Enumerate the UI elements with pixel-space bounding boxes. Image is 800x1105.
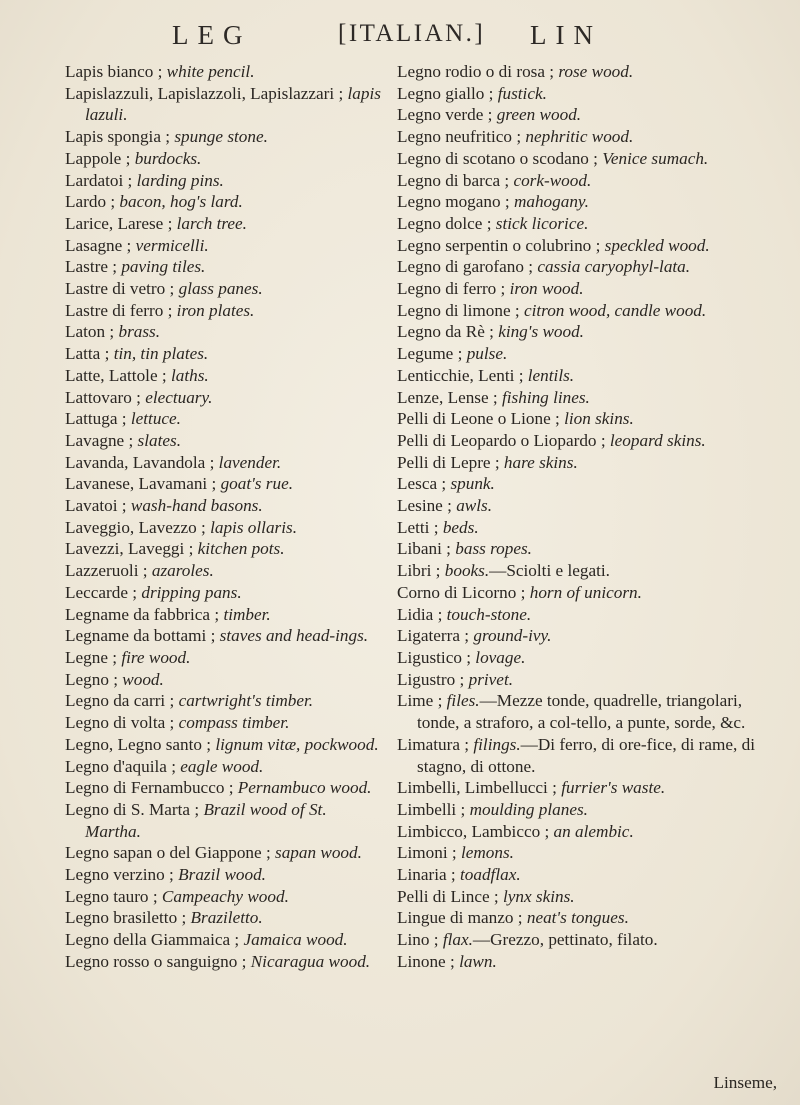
dictionary-entry bbox=[65, 560, 385, 582]
dictionary-entry bbox=[397, 929, 777, 951]
english-translation: iron wood. bbox=[509, 279, 584, 299]
italian-term: Laton ; bbox=[65, 322, 115, 342]
english-translation: lawn. bbox=[459, 951, 497, 971]
dictionary-entry bbox=[397, 625, 777, 647]
italian-term: Lime ; bbox=[397, 691, 443, 711]
dictionary-entry bbox=[65, 777, 385, 799]
english-translation: lemons. bbox=[460, 843, 514, 863]
italian-term: Legno di garofano ; bbox=[397, 257, 534, 277]
english-translation: larding pins. bbox=[136, 170, 224, 190]
italian-term: Legno sapan o del Giappone ; bbox=[65, 843, 271, 863]
dictionary-entry bbox=[397, 582, 777, 604]
dictionary-entry bbox=[397, 170, 777, 192]
english-translation: goat's rue. bbox=[220, 474, 294, 494]
english-translation: electuary. bbox=[145, 387, 213, 407]
entry-variants: —Mezze tonde, quadrelle, triangolari, tonde, a straforo, a col-tello, a punte, sorde, &c. bbox=[417, 691, 746, 733]
english-translation: wood. bbox=[122, 669, 164, 689]
italian-term: Libri ; bbox=[397, 561, 441, 581]
english-translation: Venice sumach. bbox=[602, 148, 709, 168]
english-translation: Jamaica wood. bbox=[243, 930, 348, 950]
dictionary-entry bbox=[65, 517, 385, 539]
english-translation: lignum vitæ, pockwood. bbox=[215, 734, 379, 754]
dictionary-entry bbox=[397, 560, 777, 582]
italian-term: Legno neufritico ; bbox=[397, 127, 522, 147]
italian-term: Legno mogano ; bbox=[397, 192, 510, 212]
english-translation: glass panes. bbox=[178, 279, 263, 299]
dictionary-entry bbox=[397, 104, 777, 126]
dictionary-entry bbox=[65, 864, 385, 886]
dictionary-entry bbox=[65, 625, 385, 647]
dictionary-entry bbox=[65, 83, 385, 126]
english-translation: fire wood. bbox=[121, 647, 191, 667]
english-translation: vermicelli. bbox=[135, 235, 209, 255]
italian-term: Legno di limone ; bbox=[397, 300, 520, 320]
english-translation: horn of unicorn. bbox=[529, 582, 642, 602]
english-translation: touch-stone. bbox=[446, 604, 532, 624]
english-translation: staves and head-ings. bbox=[219, 626, 369, 646]
italian-term: Legno da carri ; bbox=[65, 691, 175, 711]
italian-term: Legno brasiletto ; bbox=[65, 908, 187, 928]
italian-term: Legno ; bbox=[65, 669, 118, 689]
english-translation: bacon, hog's lard. bbox=[119, 192, 243, 212]
italian-term: Legne ; bbox=[65, 647, 118, 667]
italian-term: Lenze, Lense ; bbox=[397, 387, 498, 407]
english-translation: cartwright's timber. bbox=[178, 691, 314, 711]
dictionary-entry bbox=[65, 886, 385, 908]
dictionary-entry bbox=[397, 191, 777, 213]
dictionary-entry bbox=[397, 408, 777, 430]
dictionary-entry bbox=[65, 256, 385, 278]
english-translation: timber. bbox=[223, 604, 271, 624]
english-translation: nephritic wood. bbox=[525, 127, 634, 147]
english-translation: sapan wood. bbox=[275, 843, 362, 863]
english-translation: azaroles. bbox=[151, 561, 214, 581]
dictionary-entry bbox=[65, 126, 385, 148]
italian-term: Legno dolce ; bbox=[397, 213, 492, 233]
dictionary-entry bbox=[65, 365, 385, 387]
entry-variants: —Di ferro, di ore-fice, di rame, di stagno, di ottone. bbox=[417, 734, 755, 776]
dictionary-entry bbox=[65, 430, 385, 452]
english-translation: laths. bbox=[170, 365, 209, 385]
dictionary-entry bbox=[397, 538, 777, 560]
english-translation: an alembic. bbox=[553, 821, 634, 841]
dictionary-entry bbox=[397, 886, 777, 908]
italian-term: Legno della Giammaica ; bbox=[65, 930, 240, 950]
italian-term: Legno rosso o sanguigno ; bbox=[65, 951, 247, 971]
dictionary-entry bbox=[65, 734, 385, 756]
dictionary-entry bbox=[397, 126, 777, 148]
italian-term: Lenticchie, Lenti ; bbox=[397, 365, 524, 385]
running-header bbox=[0, 20, 800, 60]
dictionary-entry bbox=[397, 473, 777, 495]
italian-term: Lazzeruoli ; bbox=[65, 561, 148, 581]
english-translation: brass. bbox=[118, 322, 161, 342]
italian-term: Ligustico ; bbox=[397, 647, 471, 667]
english-translation: white pencil. bbox=[166, 62, 255, 81]
italian-term: Laveggio, Lavezzo ; bbox=[65, 517, 206, 537]
english-translation: Braziletto. bbox=[190, 908, 263, 928]
italian-term: Lappole ; bbox=[65, 148, 131, 168]
italian-term: Lavanese, Lavamani ; bbox=[65, 474, 217, 494]
italian-term: Ligaterra ; bbox=[397, 626, 470, 646]
dictionary-entry bbox=[65, 712, 385, 734]
catchword: Linseme, bbox=[713, 1073, 777, 1092]
english-translation: king's wood. bbox=[498, 322, 584, 342]
english-translation: citron wood, candle wood. bbox=[523, 300, 707, 320]
italian-term: Legno da Rè ; bbox=[397, 322, 494, 342]
header-left-guideword: LEG bbox=[172, 20, 252, 50]
dictionary-entry bbox=[397, 799, 777, 821]
dictionary-entry bbox=[65, 907, 385, 929]
italian-term: Legno tauro ; bbox=[65, 886, 158, 906]
italian-term: Lapis bianco ; bbox=[65, 62, 163, 81]
italian-term: Lavezzi, Laveggi ; bbox=[65, 539, 194, 559]
italian-term: Libani ; bbox=[397, 539, 451, 559]
english-translation: cork-wood. bbox=[513, 170, 592, 190]
dictionary-entry bbox=[65, 473, 385, 495]
italian-term: Lastre di ferro ; bbox=[65, 300, 173, 320]
dictionary-entry bbox=[65, 538, 385, 560]
english-translation: Brazil wood. bbox=[178, 865, 266, 885]
italian-term: Limbelli, Limbellucci ; bbox=[397, 778, 557, 798]
dictionary-entry bbox=[65, 690, 385, 712]
italian-term: Legno verde ; bbox=[397, 105, 493, 125]
italian-term: Pelli di Lepre ; bbox=[397, 452, 500, 472]
header-right-guideword: LIN bbox=[530, 20, 602, 50]
dictionary-entry bbox=[65, 669, 385, 691]
italian-term: Legno di S. Marta ; bbox=[65, 799, 200, 819]
english-translation: Nicaragua wood. bbox=[250, 951, 371, 971]
dictionary-entry bbox=[397, 321, 777, 343]
dictionary-entry bbox=[65, 170, 385, 192]
english-translation: fishing lines. bbox=[501, 387, 590, 407]
italian-term: Limatura ; bbox=[397, 734, 470, 754]
english-translation: furrier's waste. bbox=[561, 778, 666, 798]
dictionary-entry bbox=[397, 604, 777, 626]
dictionary-entry bbox=[397, 452, 777, 474]
english-translation: kitchen pots. bbox=[197, 539, 285, 559]
dictionary-entry bbox=[397, 951, 777, 973]
italian-term: Lasagne ; bbox=[65, 235, 132, 255]
english-translation: lentils. bbox=[527, 365, 575, 385]
dictionary-entry bbox=[65, 300, 385, 322]
italian-term: Lavagne ; bbox=[65, 430, 134, 450]
english-translation: iron plates. bbox=[176, 300, 255, 320]
english-translation: lapis lazuli. bbox=[85, 83, 381, 125]
dictionary-entry bbox=[65, 756, 385, 778]
dictionary-entry bbox=[65, 929, 385, 951]
dictionary-entry bbox=[397, 842, 777, 864]
english-translation: eagle wood. bbox=[180, 756, 264, 776]
italian-term: Legno di ferro ; bbox=[397, 279, 506, 299]
dictionary-entry bbox=[397, 343, 777, 365]
italian-term: Larice, Larese ; bbox=[65, 213, 173, 233]
english-translation: stick licorice. bbox=[495, 213, 589, 233]
english-translation: files. bbox=[446, 691, 480, 711]
italian-term: Legno serpentin o colubrino ; bbox=[397, 235, 601, 255]
dictionary-entry bbox=[65, 452, 385, 474]
english-translation: paving tiles. bbox=[121, 257, 206, 277]
dictionary-entry bbox=[65, 408, 385, 430]
dictionary-entry bbox=[65, 61, 385, 83]
english-translation: lettuce. bbox=[130, 409, 181, 429]
italian-term: Lattuga ; bbox=[65, 409, 127, 429]
italian-term: Lardo ; bbox=[65, 192, 116, 212]
english-translation: burdocks. bbox=[134, 148, 202, 168]
english-translation: books. bbox=[444, 561, 490, 581]
dictionary-entry bbox=[65, 235, 385, 257]
dictionary-entry bbox=[397, 365, 777, 387]
english-translation: mahogany. bbox=[513, 192, 589, 212]
dictionary-entry bbox=[65, 495, 385, 517]
dictionary-entry bbox=[65, 951, 385, 973]
dictionary-entry bbox=[65, 148, 385, 170]
italian-term: Legno di scotano o scodano ; bbox=[397, 148, 598, 168]
dictionary-entry bbox=[65, 604, 385, 626]
english-translation: tin, tin plates. bbox=[113, 344, 209, 364]
italian-term: Latte, Lattole ; bbox=[65, 365, 167, 385]
english-translation: lavender. bbox=[218, 452, 282, 472]
english-translation: green wood. bbox=[496, 105, 582, 125]
italian-term: Lesca ; bbox=[397, 474, 447, 494]
english-translation: dripping pans. bbox=[141, 582, 242, 602]
dictionary-entry bbox=[397, 907, 777, 929]
dictionary-entry bbox=[65, 842, 385, 864]
english-translation: bass ropes. bbox=[455, 539, 532, 559]
entry-variants: —Sciolti e legati. bbox=[489, 561, 610, 581]
italian-term: Lavatoi ; bbox=[65, 496, 127, 516]
italian-term: Legname da fabbrica ; bbox=[65, 604, 220, 624]
dictionary-entry bbox=[65, 799, 385, 842]
english-translation: Pernambuco wood. bbox=[237, 778, 372, 798]
dictionary-entry bbox=[397, 517, 777, 539]
italian-term: Pelli di Lince ; bbox=[397, 886, 499, 906]
dictionary-entry bbox=[65, 278, 385, 300]
dictionary-entry bbox=[65, 582, 385, 604]
english-translation: neat's tongues. bbox=[526, 908, 629, 928]
entry-variants: —Grezzo, pettinato, filato. bbox=[472, 930, 658, 950]
italian-term: Lapis spongia ; bbox=[65, 127, 171, 147]
english-translation: flax. bbox=[442, 930, 473, 950]
italian-term: Letti ; bbox=[397, 517, 439, 537]
header-section-title: [ITALIAN.] bbox=[338, 20, 486, 47]
english-translation: Campeachy wood. bbox=[161, 886, 289, 906]
dictionary-entry bbox=[397, 83, 777, 105]
dictionary-entry bbox=[397, 777, 777, 799]
italian-term: Lino ; bbox=[397, 930, 439, 950]
english-translation: awls. bbox=[456, 496, 493, 516]
italian-term: Ligustro ; bbox=[397, 669, 465, 689]
italian-term: Pelli di Leopardo o Liopardo ; bbox=[397, 430, 606, 450]
dictionary-entry bbox=[65, 213, 385, 235]
english-translation: moulding planes. bbox=[469, 799, 588, 819]
english-translation: lynx skins. bbox=[502, 886, 575, 906]
dictionary-entry bbox=[397, 300, 777, 322]
english-translation: filings. bbox=[473, 734, 521, 754]
italian-term: Lattovaro ; bbox=[65, 387, 141, 407]
italian-term: Lardatoi ; bbox=[65, 170, 133, 190]
english-translation: wash-hand basons. bbox=[130, 496, 263, 516]
dictionary-entry bbox=[397, 647, 777, 669]
italian-term: Legno rodio o di rosa ; bbox=[397, 62, 555, 81]
dictionary-entry bbox=[397, 387, 777, 409]
dictionary-entry bbox=[397, 669, 777, 691]
english-translation: pulse. bbox=[466, 344, 508, 364]
italian-term: Legno giallo ; bbox=[397, 83, 494, 103]
english-translation: privet. bbox=[468, 669, 514, 689]
english-translation: larch tree. bbox=[176, 213, 247, 233]
dictionary-entry bbox=[397, 495, 777, 517]
english-translation: lion skins. bbox=[564, 409, 634, 429]
english-translation: rose wood. bbox=[558, 62, 634, 81]
italian-term: Legno di volta ; bbox=[65, 713, 175, 733]
italian-term: Lapislazzuli, Lapislazzoli, Lapislazzari ; bbox=[65, 83, 344, 103]
english-translation: slates. bbox=[137, 430, 181, 450]
dictionary-entry bbox=[397, 213, 777, 235]
italian-term: Lesine ; bbox=[397, 496, 452, 516]
italian-term: Lidia ; bbox=[397, 604, 443, 624]
dictionary-entry bbox=[397, 278, 777, 300]
italian-term: Linone ; bbox=[397, 951, 455, 971]
italian-term: Pelli di Leone o Lione ; bbox=[397, 409, 560, 429]
english-translation: beds. bbox=[442, 517, 479, 537]
english-translation: fustick. bbox=[497, 83, 547, 103]
english-translation: lapis ollaris. bbox=[210, 517, 297, 537]
dictionary-entry bbox=[65, 387, 385, 409]
english-translation: compass timber. bbox=[178, 713, 290, 733]
italian-term: Linaria ; bbox=[397, 865, 456, 885]
italian-term: Corno di Licorno ; bbox=[397, 582, 526, 602]
english-translation: Brazil wood of St. Martha. bbox=[85, 799, 327, 841]
english-translation: cassia caryophyl-lata. bbox=[537, 257, 691, 277]
italian-term: Lastre ; bbox=[65, 257, 118, 277]
dictionary-entry bbox=[65, 647, 385, 669]
english-translation: spunge stone. bbox=[174, 127, 268, 147]
dictionary-entry bbox=[397, 61, 777, 83]
italian-term: Limbicco, Lambicco ; bbox=[397, 821, 550, 841]
english-translation: ground-ivy. bbox=[473, 626, 552, 646]
english-translation: speckled wood. bbox=[604, 235, 710, 255]
dictionary-entry bbox=[397, 235, 777, 257]
italian-term: Lastre di vetro ; bbox=[65, 279, 175, 299]
dictionary-entry bbox=[65, 191, 385, 213]
italian-term: Legno di barca ; bbox=[397, 170, 510, 190]
dictionary-entry bbox=[397, 690, 777, 733]
english-translation: toadflax. bbox=[460, 865, 521, 885]
dictionary-entry bbox=[397, 821, 777, 843]
dictionary-entry bbox=[397, 430, 777, 452]
italian-term: Legname da bottami ; bbox=[65, 626, 216, 646]
italian-term: Legume ; bbox=[397, 344, 463, 364]
italian-term: Latta ; bbox=[65, 344, 110, 364]
italian-term: Legno verzino ; bbox=[65, 865, 174, 885]
dictionary-entry bbox=[65, 343, 385, 365]
english-translation: spunk. bbox=[450, 474, 495, 494]
left-column bbox=[65, 61, 385, 973]
dictionary-entry bbox=[65, 321, 385, 343]
dictionary-entry bbox=[397, 256, 777, 278]
italian-term: Leccarde ; bbox=[65, 582, 138, 602]
italian-term: Legno d'aquila ; bbox=[65, 756, 176, 776]
italian-term: Legno di Fernambucco ; bbox=[65, 778, 234, 798]
italian-term: Legno, Legno santo ; bbox=[65, 734, 212, 754]
dictionary-entry bbox=[397, 148, 777, 170]
right-column bbox=[397, 61, 777, 1092]
italian-term: Limoni ; bbox=[397, 843, 457, 863]
dictionary-entry bbox=[397, 734, 777, 777]
english-translation: leopard skins. bbox=[609, 430, 706, 450]
english-translation: lovage. bbox=[475, 647, 526, 667]
italian-term: Lingue di manzo ; bbox=[397, 908, 523, 928]
english-translation: hare skins. bbox=[503, 452, 578, 472]
italian-term: Lavanda, Lavandola ; bbox=[65, 452, 215, 472]
italian-term: Limbelli ; bbox=[397, 799, 466, 819]
dictionary-entry bbox=[397, 864, 777, 886]
